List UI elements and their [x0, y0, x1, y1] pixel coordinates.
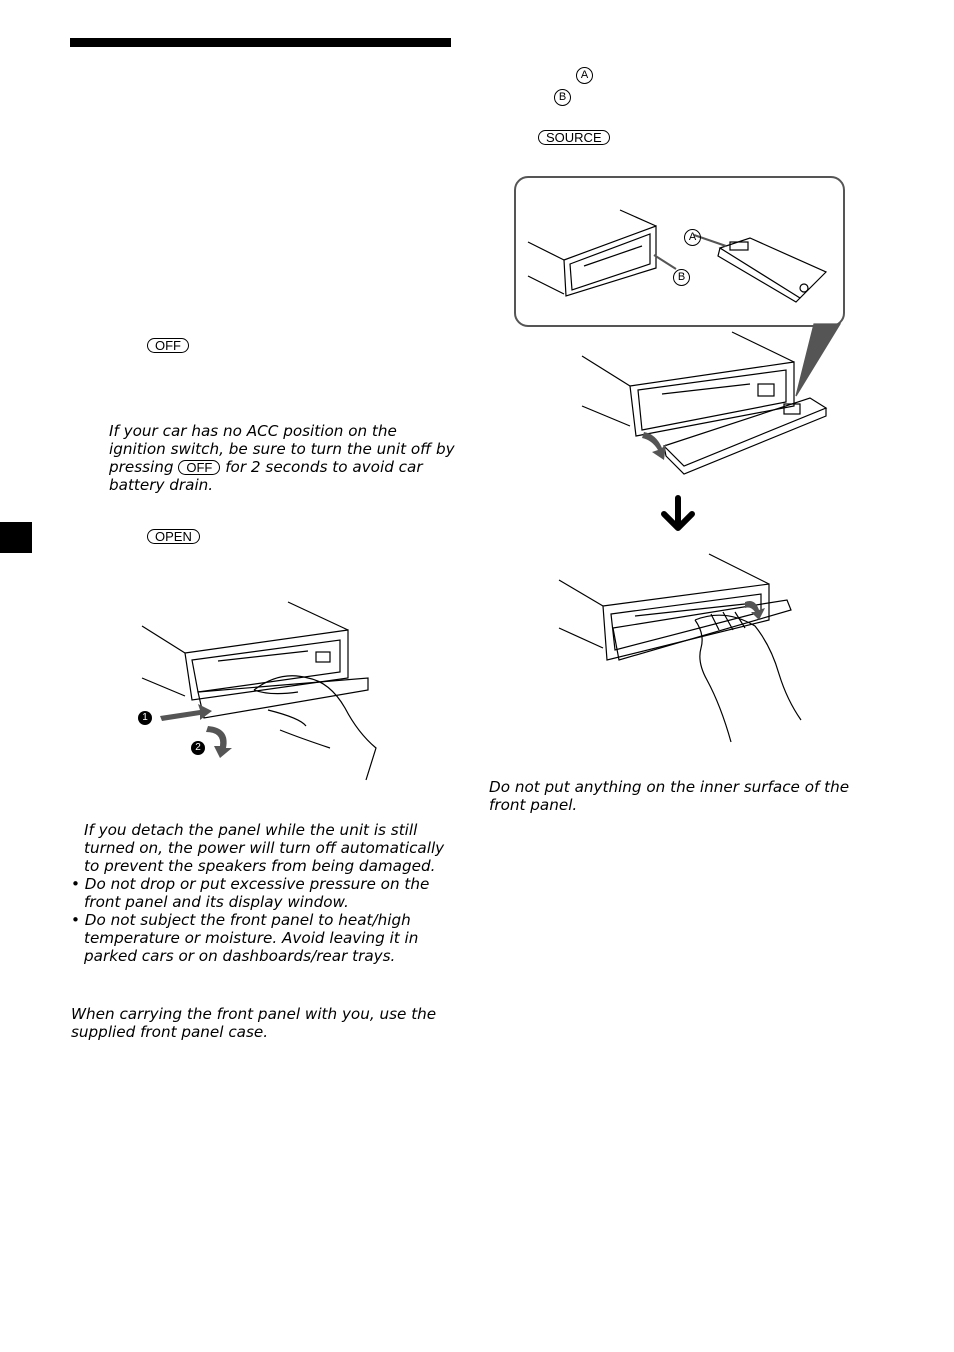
- step-2-marker: 2: [191, 741, 205, 755]
- source-button-label: SOURCE: [538, 127, 610, 146]
- open-button-label: OPEN: [147, 526, 200, 545]
- attach-panel-illustration: [514, 176, 844, 476]
- arrow-down-icon: [658, 496, 698, 536]
- off-button-label: OFF: [147, 335, 189, 354]
- acc-note: If your car has no ACC position on the ignition switch, be sure to turn the unit off by pressing OFF for 2 seconds to avoid car battery drain.: [109, 422, 455, 494]
- callout-marker-a: A: [684, 225, 701, 246]
- page-side-tab: [0, 522, 32, 553]
- header-rule: [70, 38, 451, 47]
- close-panel-illustration: [555, 550, 805, 750]
- marker-a-circle: A: [576, 63, 593, 84]
- marker-b-circle: B: [554, 85, 571, 106]
- callout-marker-b: B: [673, 265, 690, 286]
- step-1-marker: 1: [138, 711, 152, 725]
- detach-panel-illustration: [130, 598, 390, 788]
- inner-surface-note: Do not put anything on the inner surface of the front panel.: [489, 778, 850, 814]
- carry-case-note: When carrying the front panel with you, use the supplied front panel case.: [71, 1005, 437, 1041]
- detach-warnings: If you detach the panel while the unit is still turned on, the power will turn off automatically to prevent the speakers from being damaged. • Do not drop or put excessive pressure on the front panel and its display window. • Do not subject the front panel to heat/high temperature or moisture. Avoid leaving it in parked cars or on dashboards/rear trays.: [71, 821, 445, 965]
